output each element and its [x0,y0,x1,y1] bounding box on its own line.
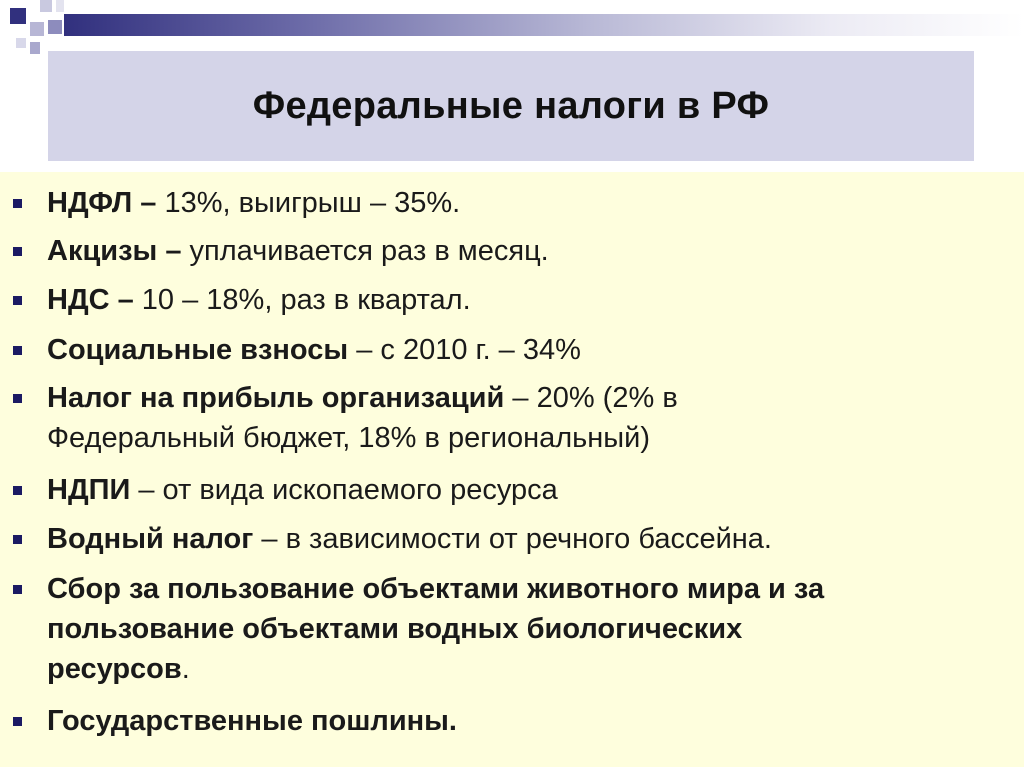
list-item-text [47,280,1007,320]
decorative-square [10,8,26,24]
decorative-square [16,38,26,48]
item-term: Сбор за пользование объектами животного мира и за [47,573,825,605]
item-term: НДПИ [47,474,131,506]
list-item-text [47,569,1007,609]
item-detail: – 20% (2% в [504,382,678,414]
item-term: Акцизы – [47,235,182,267]
top-gradient-bar [64,14,1024,36]
slide-title: Федеральные налоги в РФ [252,84,770,127]
square-bullet-icon [13,535,22,544]
slide-content [0,173,1024,767]
square-bullet-icon [13,199,22,208]
decorative-square [30,42,40,54]
list-item-text [47,470,1007,510]
item-detail: – в зависимости от речного бассейна. [253,523,772,555]
item-detail: уплачивается раз в месяц. [181,235,549,267]
square-bullet-icon [13,394,22,403]
item-detail-line2: Федеральный бюджет, 18% в региональный) [47,422,650,454]
square-bullet-icon [13,717,22,726]
list-item-text [47,231,1007,271]
list-item-text [47,183,1007,223]
item-detail: 10 – 18%, раз в квартал. [133,284,471,316]
item-term: НДФЛ – [47,187,157,219]
item-detail: – с 2010 г. – 34% [348,334,581,366]
list-item-text-continuation [47,649,1007,689]
square-bullet-icon [13,247,22,256]
list-item-text [47,330,1007,370]
item-term: Водный налог [47,523,254,555]
title-box [48,51,974,161]
item-term-line3: ресурсов [47,653,182,685]
slide-header-area [0,0,1024,172]
item-detail: . [181,653,190,685]
decorative-square [40,0,52,12]
square-bullet-icon [13,486,22,495]
item-term: Государственные пошлины. [47,705,457,737]
item-detail: – от вида ископаемого ресурса [130,474,558,506]
square-bullet-icon [13,346,22,355]
item-term: Социальные взносы [47,334,349,366]
list-item-text-continuation [47,418,1007,458]
item-term: НДС – [47,284,134,316]
list-item-text [47,378,1007,418]
decorative-square [56,0,64,12]
decorative-square [30,22,44,36]
list-item-text-continuation [47,609,1007,649]
item-term: Налог на прибыль организаций [47,382,505,414]
list-item-text [47,519,1007,559]
item-term-line2: пользование объектами водных биологических [47,613,743,645]
decorative-square [48,20,62,34]
item-detail: 13%, выигрыш – 35%. [156,187,461,219]
square-bullet-icon [13,585,22,594]
list-item-text [47,701,1007,741]
square-bullet-icon [13,296,22,305]
